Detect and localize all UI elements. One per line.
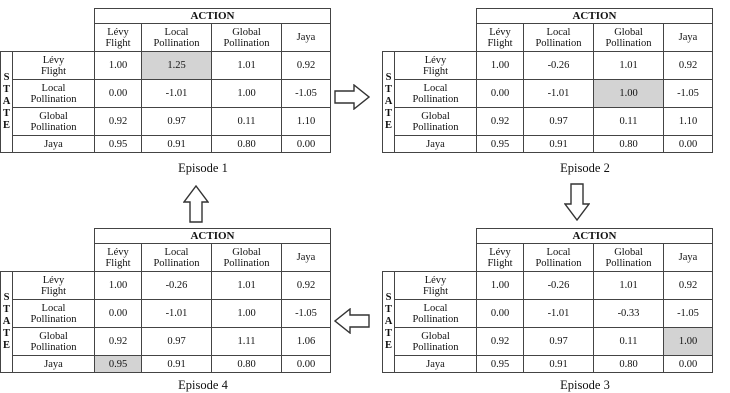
q-value-cell: 0.00 xyxy=(477,80,524,108)
q-value-cell: 0.97 xyxy=(142,328,212,356)
column-header: Global Pollination xyxy=(212,244,282,272)
q-value-cell: 0.11 xyxy=(594,108,664,136)
action-header: ACTION xyxy=(95,9,331,24)
column-header: Lévy Flight xyxy=(477,24,524,52)
empty-corner xyxy=(383,24,477,52)
q-value-cell-highlighted: 0.95 xyxy=(95,356,142,373)
q-value-cell-highlighted: 1.25 xyxy=(142,52,212,80)
q-value-cell: 0.92 xyxy=(664,52,713,80)
arrow-up-icon xyxy=(183,185,209,223)
episode-2-panel xyxy=(382,8,713,153)
action-header: ACTION xyxy=(477,9,713,24)
row-header: Lévy Flight xyxy=(13,272,95,300)
action-header: ACTION xyxy=(477,229,713,244)
q-table xyxy=(382,8,713,153)
column-header: Lévy Flight xyxy=(95,24,142,52)
column-header: Local Pollination xyxy=(142,24,212,52)
q-value-cell: 1.00 xyxy=(212,300,282,328)
empty-corner xyxy=(1,9,95,24)
q-value-cell: 0.80 xyxy=(594,356,664,373)
row-header: Global Pollination xyxy=(13,328,95,356)
row-header: Local Pollination xyxy=(13,80,95,108)
q-value-cell: -1.05 xyxy=(282,80,331,108)
q-value-cell: 0.92 xyxy=(477,328,524,356)
row-header: Jaya xyxy=(13,136,95,153)
q-value-cell-highlighted: 1.00 xyxy=(664,328,713,356)
state-header: S T A T E xyxy=(1,52,13,153)
q-value-cell: 0.91 xyxy=(142,136,212,153)
q-value-cell: 1.11 xyxy=(212,328,282,356)
row-header: Local Pollination xyxy=(395,80,477,108)
q-value-cell: -1.05 xyxy=(664,80,713,108)
q-value-cell: 1.00 xyxy=(477,272,524,300)
column-header: Lévy Flight xyxy=(95,244,142,272)
q-value-cell: -1.01 xyxy=(524,300,594,328)
arrow-right-icon xyxy=(334,84,370,110)
q-value-cell: 0.11 xyxy=(594,328,664,356)
arrow-down-icon xyxy=(564,183,590,221)
empty-corner xyxy=(383,9,477,24)
q-value-cell: 0.92 xyxy=(95,328,142,356)
empty-corner xyxy=(1,244,95,272)
column-header: Global Pollination xyxy=(594,244,664,272)
q-value-cell: 0.97 xyxy=(142,108,212,136)
q-table xyxy=(0,8,331,153)
column-header: Global Pollination xyxy=(594,24,664,52)
column-header: Jaya xyxy=(664,24,713,52)
row-header: Local Pollination xyxy=(13,300,95,328)
empty-corner xyxy=(1,24,95,52)
row-header: Local Pollination xyxy=(395,300,477,328)
q-value-cell: 1.10 xyxy=(664,108,713,136)
q-value-cell: 0.00 xyxy=(282,356,331,373)
row-header: Jaya xyxy=(395,136,477,153)
empty-corner xyxy=(383,244,477,272)
q-value-cell: 1.01 xyxy=(212,52,282,80)
q-value-cell: 0.00 xyxy=(477,300,524,328)
q-value-cell: -0.26 xyxy=(524,272,594,300)
action-header: ACTION xyxy=(95,229,331,244)
q-value-cell: 1.01 xyxy=(594,272,664,300)
q-value-cell: 1.01 xyxy=(594,52,664,80)
row-header: Global Pollination xyxy=(395,108,477,136)
q-value-cell: -1.01 xyxy=(142,300,212,328)
q-value-cell: 0.00 xyxy=(95,80,142,108)
q-value-cell-highlighted: 1.00 xyxy=(594,80,664,108)
q-value-cell: 0.00 xyxy=(282,136,331,153)
q-value-cell: 0.92 xyxy=(477,108,524,136)
q-value-cell: -1.05 xyxy=(664,300,713,328)
column-header: Local Pollination xyxy=(524,244,594,272)
state-header: S T A T E xyxy=(383,272,395,373)
column-header: Global Pollination xyxy=(212,24,282,52)
column-header: Local Pollination xyxy=(142,244,212,272)
q-table xyxy=(0,228,331,373)
q-value-cell: 0.95 xyxy=(477,356,524,373)
q-value-cell: 1.00 xyxy=(477,52,524,80)
q-value-cell: 1.06 xyxy=(282,328,331,356)
column-header: Jaya xyxy=(282,244,331,272)
row-header: Lévy Flight xyxy=(395,272,477,300)
state-header: S T A T E xyxy=(383,52,395,153)
row-header: Lévy Flight xyxy=(395,52,477,80)
q-value-cell: 0.92 xyxy=(282,272,331,300)
column-header: Jaya xyxy=(282,24,331,52)
row-header: Lévy Flight xyxy=(13,52,95,80)
row-header: Jaya xyxy=(395,356,477,373)
state-header: S T A T E xyxy=(1,272,13,373)
q-value-cell: -1.01 xyxy=(524,80,594,108)
q-value-cell: 0.80 xyxy=(212,356,282,373)
q-value-cell: 0.91 xyxy=(524,356,594,373)
q-value-cell: 1.00 xyxy=(95,52,142,80)
q-value-cell: 0.80 xyxy=(212,136,282,153)
column-header: Lévy Flight xyxy=(477,244,524,272)
q-value-cell: -1.05 xyxy=(282,300,331,328)
q-value-cell: 0.80 xyxy=(594,136,664,153)
episode-1-label: Episode 1 xyxy=(178,161,228,175)
q-value-cell: 0.97 xyxy=(524,328,594,356)
q-value-cell: 1.00 xyxy=(212,80,282,108)
q-value-cell: 0.95 xyxy=(477,136,524,153)
q-value-cell: 0.92 xyxy=(664,272,713,300)
q-value-cell: 1.00 xyxy=(95,272,142,300)
empty-corner xyxy=(1,229,95,244)
q-value-cell: -0.26 xyxy=(524,52,594,80)
q-value-cell: 0.91 xyxy=(524,136,594,153)
q-value-cell: 0.11 xyxy=(212,108,282,136)
row-header: Global Pollination xyxy=(13,108,95,136)
episode-4-label: Episode 4 xyxy=(178,378,228,392)
row-header: Jaya xyxy=(13,356,95,373)
q-value-cell: -0.33 xyxy=(594,300,664,328)
q-value-cell: 0.97 xyxy=(524,108,594,136)
q-value-cell: 0.00 xyxy=(664,356,713,373)
episode-4-panel xyxy=(0,228,331,373)
episode-3-panel xyxy=(382,228,713,373)
column-header: Jaya xyxy=(664,244,713,272)
q-value-cell: 1.10 xyxy=(282,108,331,136)
episode-1-panel xyxy=(0,8,331,153)
empty-corner xyxy=(383,229,477,244)
q-value-cell: 0.00 xyxy=(664,136,713,153)
q-table xyxy=(382,228,713,373)
episode-3-label: Episode 3 xyxy=(560,378,610,392)
arrow-left-icon xyxy=(334,308,370,334)
episode-2-label: Episode 2 xyxy=(560,161,610,175)
q-value-cell: -1.01 xyxy=(142,80,212,108)
row-header: Global Pollination xyxy=(395,328,477,356)
q-value-cell: 0.95 xyxy=(95,136,142,153)
q-value-cell: 0.92 xyxy=(95,108,142,136)
q-value-cell: 0.92 xyxy=(282,52,331,80)
q-value-cell: 0.00 xyxy=(95,300,142,328)
q-value-cell: 0.91 xyxy=(142,356,212,373)
column-header: Local Pollination xyxy=(524,24,594,52)
q-value-cell: -0.26 xyxy=(142,272,212,300)
q-value-cell: 1.01 xyxy=(212,272,282,300)
